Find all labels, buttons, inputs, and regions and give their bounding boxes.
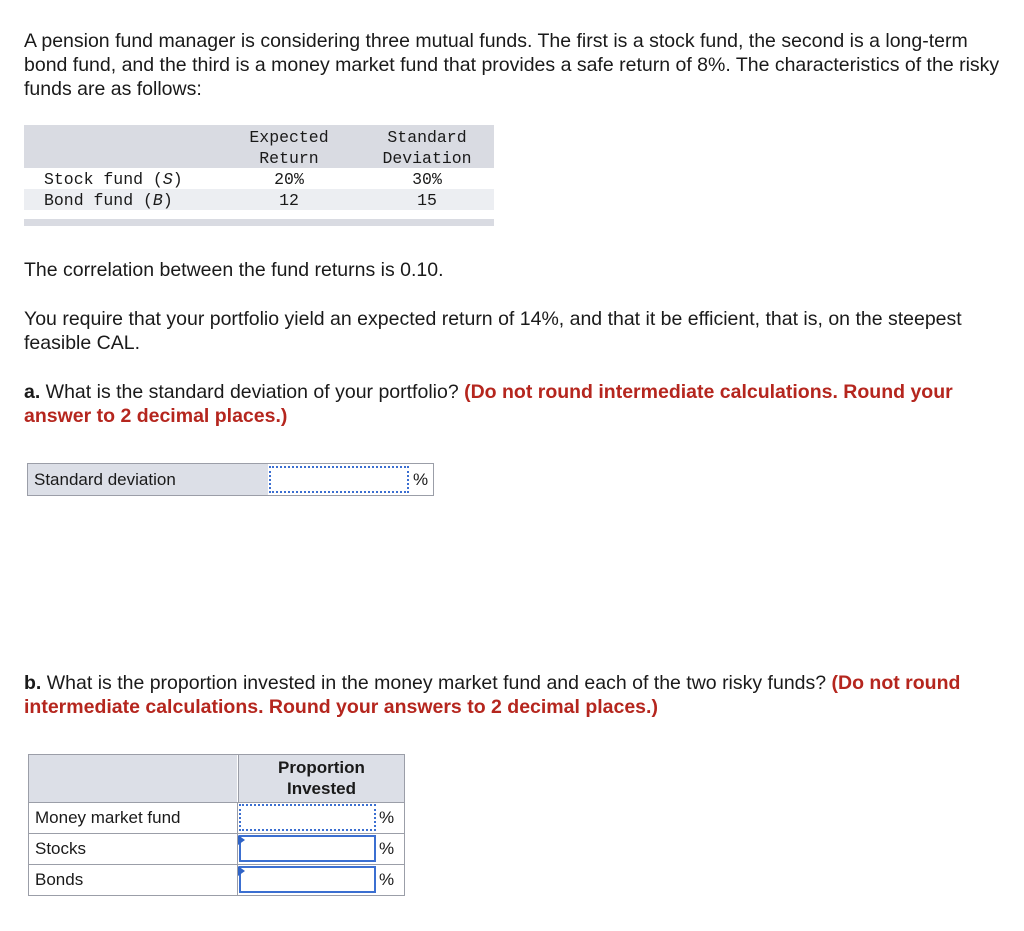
proportion-invested-header <box>238 755 404 802</box>
stocks-input[interactable] <box>239 835 376 862</box>
bonds-label: Bonds <box>35 870 84 889</box>
question-b-letter: b. <box>24 672 42 694</box>
input-corner-marker-icon <box>238 866 245 876</box>
question-a <box>24 380 1004 428</box>
question-b-text: What is the proportion invested in the money market fund and each of the two risky funds? <box>41 672 832 694</box>
std-dev-input[interactable] <box>269 466 409 493</box>
question-a-letter: a. <box>24 381 41 403</box>
requirement-text: You require that your portfolio yield an expected return of 14%, and that it be efficient, that is, on the steepest feasible CAL. <box>24 308 962 354</box>
problem-intro: A pension fund manager is considering three mutual funds. The first is a stock fund, the second is a long-term bond fund, and the third is a money market fund that provides a safe return of 8%. The characteristics of the risky funds are as follows: <box>24 30 1000 100</box>
input-corner-marker-icon <box>238 835 245 845</box>
correlation-text: The correlation between the fund returns is 0.10. <box>24 259 444 281</box>
fund-row-label-stock: Stock fund (S) <box>44 170 183 189</box>
bonds-input[interactable] <box>239 866 376 893</box>
row-divider <box>29 864 404 865</box>
expected-return-header-line2: Return <box>259 149 319 168</box>
answer-b-header-blank <box>29 755 237 802</box>
std-dev-header-line1: Standard <box>387 128 467 147</box>
std-dev-label: Standard deviation <box>28 464 268 495</box>
answer-a-table <box>27 463 434 496</box>
question-a-instruction: (Do not round intermediate calculations. Round your answer to 2 decimal places.) <box>24 381 953 427</box>
stock-expected-return: 20% <box>274 170 304 189</box>
question-b-instruction: (Do not round intermediate calculations. Round your answers to 2 decimal places.) <box>24 672 961 718</box>
expected-return-header-line1: Expected <box>249 128 329 147</box>
proportion-header-line1: Proportion <box>278 758 365 777</box>
question-b <box>24 671 1004 719</box>
money-market-input[interactable] <box>239 804 376 831</box>
money-market-label: Money market fund <box>35 808 181 827</box>
bond-std-dev: 15 <box>417 191 437 210</box>
bonds-percent-unit: % <box>379 870 395 889</box>
proportion-header-line2: Invested <box>287 779 356 798</box>
funds-table <box>24 125 494 226</box>
stocks-percent-unit: % <box>379 839 395 858</box>
std-dev-header-line2: Deviation <box>382 149 472 168</box>
std-dev-percent-unit: % <box>413 470 429 489</box>
answer-b-table <box>28 754 405 896</box>
stocks-label: Stocks <box>35 839 87 858</box>
column-divider <box>237 802 238 895</box>
stock-std-dev: 30% <box>412 170 442 189</box>
money-market-percent-unit: % <box>379 808 395 827</box>
fund-row-label-bond: Bond fund (B) <box>44 191 173 210</box>
question-a-text: What is the standard deviation of your portfolio? <box>40 381 465 403</box>
funds-table-bottom-bar <box>24 219 494 226</box>
bond-expected-return: 12 <box>279 191 299 210</box>
